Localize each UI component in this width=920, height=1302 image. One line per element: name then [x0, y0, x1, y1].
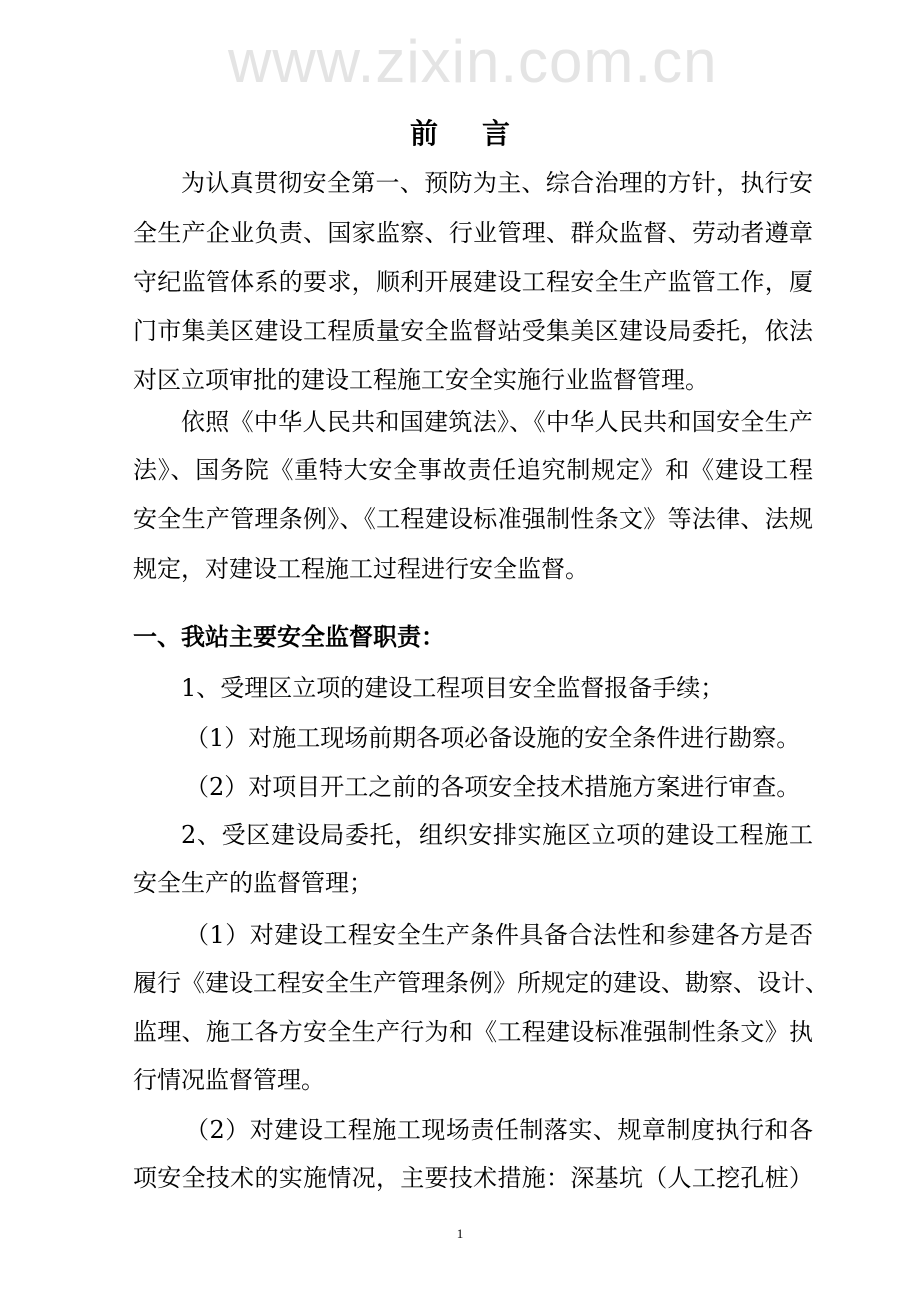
text-line: 监理、施工各方安全生产行为和《工程建设标准强制性条文》执 [133, 1018, 813, 1046]
text-line: 安全生产的监督管理； [133, 869, 373, 897]
text-line: 规定，对建设工程施工过程进行安全监督。 [133, 555, 589, 583]
text-line: 依照《中华人民共和国建筑法》、《中华人民共和国安全生产 [181, 408, 813, 436]
watermark: www.zixin.com.cn [228, 28, 718, 95]
text-line: 2、受区建设局委托，组织安排实施区立项的建设工程施工 [181, 821, 813, 849]
text-line: （1）对施工现场前期各项必备设施的安全条件进行勘察。 [185, 724, 801, 752]
text-line: 门市集美区建设工程质量安全监督站受集美区建设局委托，依法 [133, 317, 813, 345]
text-line: 全生产企业负责、国家监察、行业管理、群众监督、劳动者遵章 [133, 219, 813, 247]
text-line: 履行《建设工程安全生产管理条例》所规定的建设、勘察、设计、 [133, 969, 829, 997]
text-line: 为认真贯彻安全第一、预防为主、综合治理的方针，执行安 [181, 169, 813, 197]
text-line: 项安全技术的实施情况，主要技术措施：深基坑（人工挖孔桩） [133, 1164, 813, 1192]
text-line: 守纪监管体系的要求，顺利开展建设工程安全生产监管工作，厦 [133, 268, 813, 296]
text-line: （2）对项目开工之前的各项安全技术措施方案进行审查。 [185, 773, 801, 801]
text-line: （1）对建设工程安全生产条件具备合法性和参建各方是否 [185, 921, 813, 949]
text-line: 行情况监督管理。 [133, 1066, 325, 1094]
text-line: 对区立项审批的建设工程施工安全实施行业监督管理。 [133, 366, 709, 394]
text-line: （2）对建设工程施工现场责任制落实、规章制度执行和各 [185, 1116, 813, 1144]
page-title: 前言 [409, 117, 554, 150]
text-line: 安全生产管理条例》、《工程建设标准强制性条文》等法律、法规 [133, 505, 813, 533]
text-line: 1、受理区立项的建设工程项目安全监督报备手续； [181, 674, 725, 702]
page-number: 1 [456, 1226, 464, 1241]
text-line: 法》、国务院《重特大安全事故责任追究制规定》和《建设工程 [133, 456, 813, 484]
section-heading: 一、我站主要安全监督职责： [133, 622, 445, 651]
